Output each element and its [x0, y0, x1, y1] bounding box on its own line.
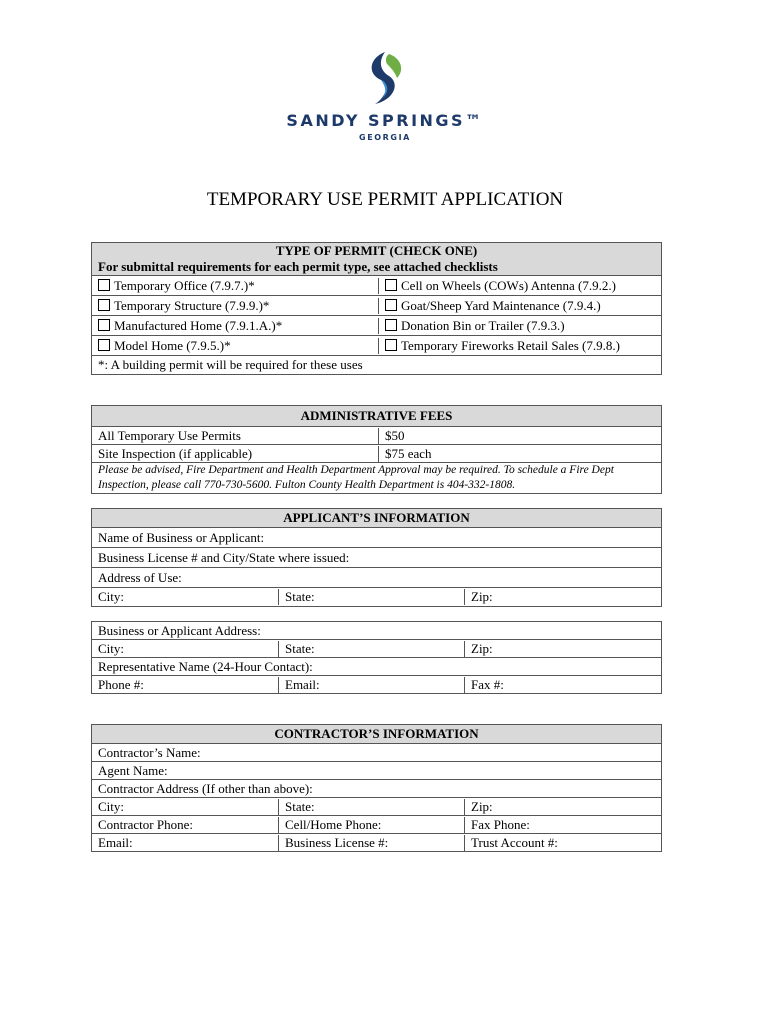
city-field[interactable]: City:	[98, 798, 125, 814]
representative-field[interactable]: Representative Name (24-Hour Contact):	[98, 658, 313, 674]
permit-row	[92, 335, 661, 355]
permit-row	[92, 315, 661, 335]
business-address-field[interactable]: Business or Applicant Address:	[98, 622, 261, 638]
form-row[interactable]	[92, 761, 661, 779]
applicant-header: APPLICANT’S INFORMATION	[283, 510, 470, 525]
fax-phone-field[interactable]: Fax Phone:	[464, 817, 661, 833]
form-row[interactable]	[92, 527, 661, 547]
fee-label: Site Inspection (if applicable)	[98, 445, 253, 461]
contractor-address-field[interactable]: Contractor Address (If other than above):	[98, 780, 313, 796]
form-row[interactable]	[92, 657, 661, 675]
trust-account-field[interactable]: Trust Account #:	[464, 835, 661, 851]
checkbox-icon[interactable]	[385, 299, 397, 311]
zip-field[interactable]: Zip:	[464, 589, 661, 605]
form-row	[92, 833, 661, 851]
checkbox-icon[interactable]	[385, 339, 397, 351]
permit-option[interactable]: Cell on Wheels (COWs) Antenna (7.9.2.)	[378, 278, 661, 294]
checkbox-icon[interactable]	[98, 319, 110, 331]
permit-header: TYPE OF PERMIT (CHECK ONE)	[275, 243, 478, 258]
fees-header: ADMINISTRATIVE FEES	[300, 408, 453, 423]
contractor-phone-field[interactable]: Contractor Phone:	[98, 816, 193, 832]
logo-mark-icon	[355, 50, 415, 106]
form-row[interactable]	[92, 743, 661, 761]
permit-row	[92, 295, 661, 315]
permit-subheader: For submittal requirements for each permit type, see attached checklists	[98, 259, 498, 274]
state-field[interactable]: State:	[278, 589, 464, 605]
applicant-header-row	[92, 509, 661, 527]
permit-note: *: A building permit will be required for these uses	[98, 357, 363, 372]
permit-option[interactable]: Goat/Sheep Yard Maintenance (7.9.4.)	[378, 298, 661, 314]
address-of-use-field[interactable]: Address of Use:	[98, 569, 182, 585]
permit-option[interactable]: Donation Bin or Trailer (7.9.3.)	[378, 318, 661, 334]
fee-amount: $50	[378, 428, 661, 444]
checkbox-icon[interactable]	[385, 319, 397, 331]
form-row[interactable]	[92, 567, 661, 587]
contractor-section	[91, 724, 662, 852]
permit-option[interactable]: Model Home (7.9.5.)*	[92, 338, 378, 354]
fees-header-row	[92, 406, 661, 426]
cell-phone-field[interactable]: Cell/Home Phone:	[278, 817, 464, 833]
form-row[interactable]	[92, 547, 661, 567]
city-field[interactable]: City:	[98, 640, 125, 656]
fees-note-row	[92, 462, 661, 493]
fee-row	[92, 426, 661, 444]
applicant-section	[91, 508, 662, 607]
permit-note-row	[92, 355, 661, 374]
logo-name: SANDY SPRINGS™	[286, 111, 484, 130]
sandy-springs-logo	[270, 50, 500, 160]
zip-field[interactable]: Zip:	[464, 799, 661, 815]
form-row	[92, 815, 661, 833]
permit-option[interactable]: Temporary Structure (7.9.9.)*	[92, 298, 378, 314]
contractor-name-field[interactable]: Contractor’s Name:	[98, 744, 201, 760]
permit-option[interactable]: Temporary Fireworks Retail Sales (7.9.8.)	[378, 338, 661, 354]
fee-label: All Temporary Use Permits	[98, 427, 241, 443]
page-title: TEMPORARY USE PERMIT APPLICATION	[206, 189, 564, 210]
permit-option[interactable]: Manufactured Home (7.9.1.A.)*	[92, 318, 378, 334]
zip-field[interactable]: Zip:	[464, 641, 661, 657]
permit-header-row	[92, 243, 661, 275]
phone-field[interactable]: Phone #:	[98, 676, 144, 692]
form-row	[92, 639, 661, 657]
business-name-field[interactable]: Name of Business or Applicant:	[98, 529, 265, 545]
fee-amount: $75 each	[378, 446, 661, 462]
city-field[interactable]: City:	[98, 589, 125, 604]
checkbox-icon[interactable]	[385, 279, 397, 291]
fax-field[interactable]: Fax #:	[464, 677, 661, 693]
business-license-field[interactable]: Business License #:	[278, 835, 464, 851]
checkbox-icon[interactable]	[98, 339, 110, 351]
permit-type-section	[91, 242, 662, 375]
logo-subtitle: GEORGIA	[359, 133, 411, 142]
form-row[interactable]	[92, 779, 661, 797]
email-field[interactable]: Email:	[278, 677, 464, 693]
fees-section	[91, 405, 662, 494]
fee-row	[92, 444, 661, 462]
form-row	[92, 675, 661, 693]
permit-row	[92, 275, 661, 295]
state-field[interactable]: State:	[278, 641, 464, 657]
form-row	[92, 587, 661, 606]
fees-note: Please be advised, Fire Department and Health Department Approval may be required. To schedule a Fire Dept Inspection, please call 770-730-5600. Fulton County Health Department is 404-332-1808.	[98, 464, 614, 491]
checkbox-icon[interactable]	[98, 299, 110, 311]
contractor-header: CONTRACTOR’S INFORMATION	[274, 726, 479, 741]
email-field[interactable]: Email:	[98, 834, 133, 850]
contractor-header-row	[92, 725, 661, 743]
permit-option[interactable]: Temporary Office (7.9.7.)*	[92, 278, 378, 294]
form-row	[92, 797, 661, 815]
business-address-section	[91, 621, 662, 694]
state-field[interactable]: State:	[278, 799, 464, 815]
business-license-field[interactable]: Business License # and City/State where issued:	[98, 549, 350, 565]
form-row[interactable]	[92, 622, 661, 639]
checkbox-icon[interactable]	[98, 279, 110, 291]
agent-name-field[interactable]: Agent Name:	[98, 762, 168, 778]
